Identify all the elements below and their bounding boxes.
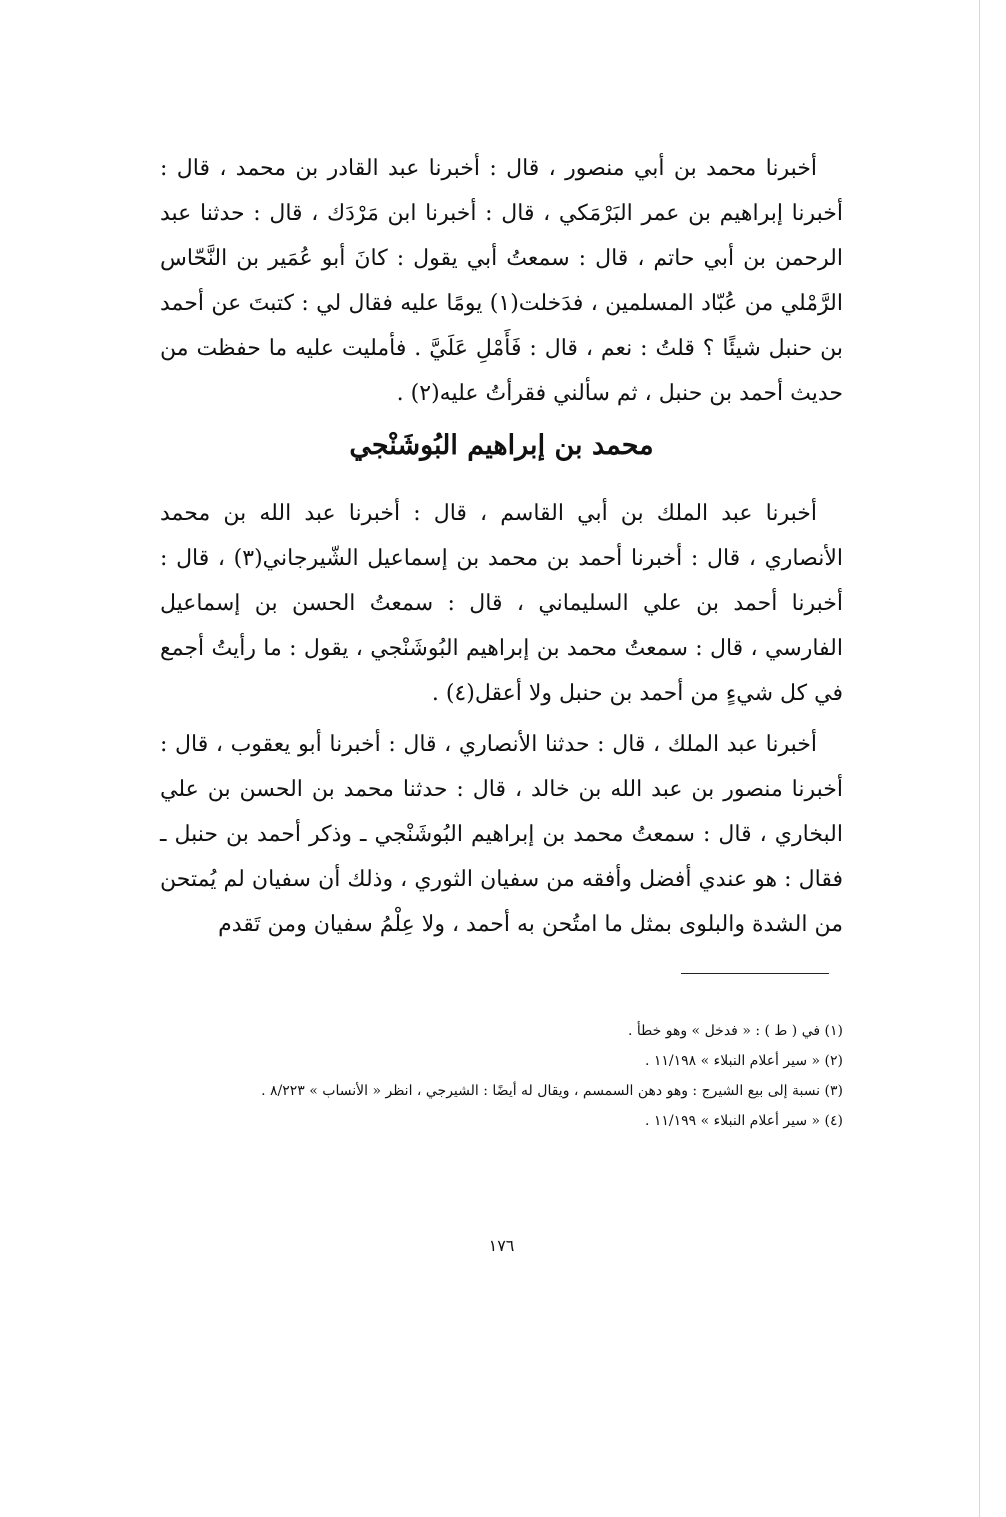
page-number: ١٧٦ [488,1236,515,1255]
paragraph: أخبرنا محمد بن أبي منصور ، قال : أخبرنا عبد القادر بن محمد ، قال : أخبرنا إبراهيم بن عمر البَرْمَكي ، قال : أخبرنا ابن مَرْدَك ، قال : حدثنا عبد الرحمن بن أبي حاتم ، قال : سمعتُ أبي يقول : كانَ أبو عُمَير بن النَّحّاس الرَّمْلي من عُبّاد المسلمين ، فدَخلت(١) يومًا عليه فقال لي : كتبتَ عن أحمد بن حنبل شيئًا ؟ قلتُ : نعم ، قال : فَأَمْلِ عَلَيَّ . فأمليت عليه ما حفظت من حديث أحمد بن حنبل ، ثم سألني فقرأتُ عليه(٢) . [160,156,843,406]
footnote: (١) في ( ط ) : « فدخل » وهو خطأ . [627,1023,843,1039]
paragraph: أخبرنا عبد الملك بن أبي القاسم ، قال : أخبرنا عبد الله بن محمد الأنصاري ، قال : أخبرنا أحمد بن محمد بن إسماعيل الشّيرجاني(٣) ، قال : أخبرنا أحمد بن علي السليماني ، قال : سمعتُ الحسن بن إسماعيل الفارسي ، قال : سمعتُ محمد بن إبراهيم البُوشَنْجي ، يقول : ما رأيتُ أجمع في كل شيءٍ من أحمد بن حنبل ولا أعقل(٤) . [160,501,843,706]
body-text-top [160,146,843,416]
page-edge-line [979,0,980,1517]
footnote: (٤) « سير أعلام النبلاء » ١١/١٩٩ . [644,1113,843,1129]
footnote: (٢) « سير أعلام النبلاء » ١١/١٩٨ . [644,1053,843,1069]
footnotes [160,1018,843,1138]
section-heading: محمد بن إبراهيم البُوشَنْجي [349,430,654,461]
body-text-bottom [160,491,843,947]
footnote: (٣) نسبة إلى بيع الشيرج : وهو دهن السمسم ، ويقال له أيضًا : الشيرجي ، انظر « الأنساب » ٨/٢٢٣ . [261,1083,843,1099]
paragraph: أخبرنا عبد الملك ، قال : حدثنا الأنصاري ، قال : أخبرنا أبو يعقوب ، قال : أخبرنا منصور بن عبد الله بن خالد ، قال : حدثنا محمد بن الحسن بن علي البخاري ، قال : سمعتُ محمد بن إبراهيم البُوشَنْجي ـ وذكر أحمد بن حنبل ـ فقال : هو عندي أفضل وأفقه من سفيان الثوري ، وذلك أن سفيان لم يُمتحن من الشدة والبلوى بمثل ما امتُحن به أحمد ، ولا عِلْمُ سفيان ومن تَقدم [160,732,843,937]
footnote-separator [681,973,829,974]
